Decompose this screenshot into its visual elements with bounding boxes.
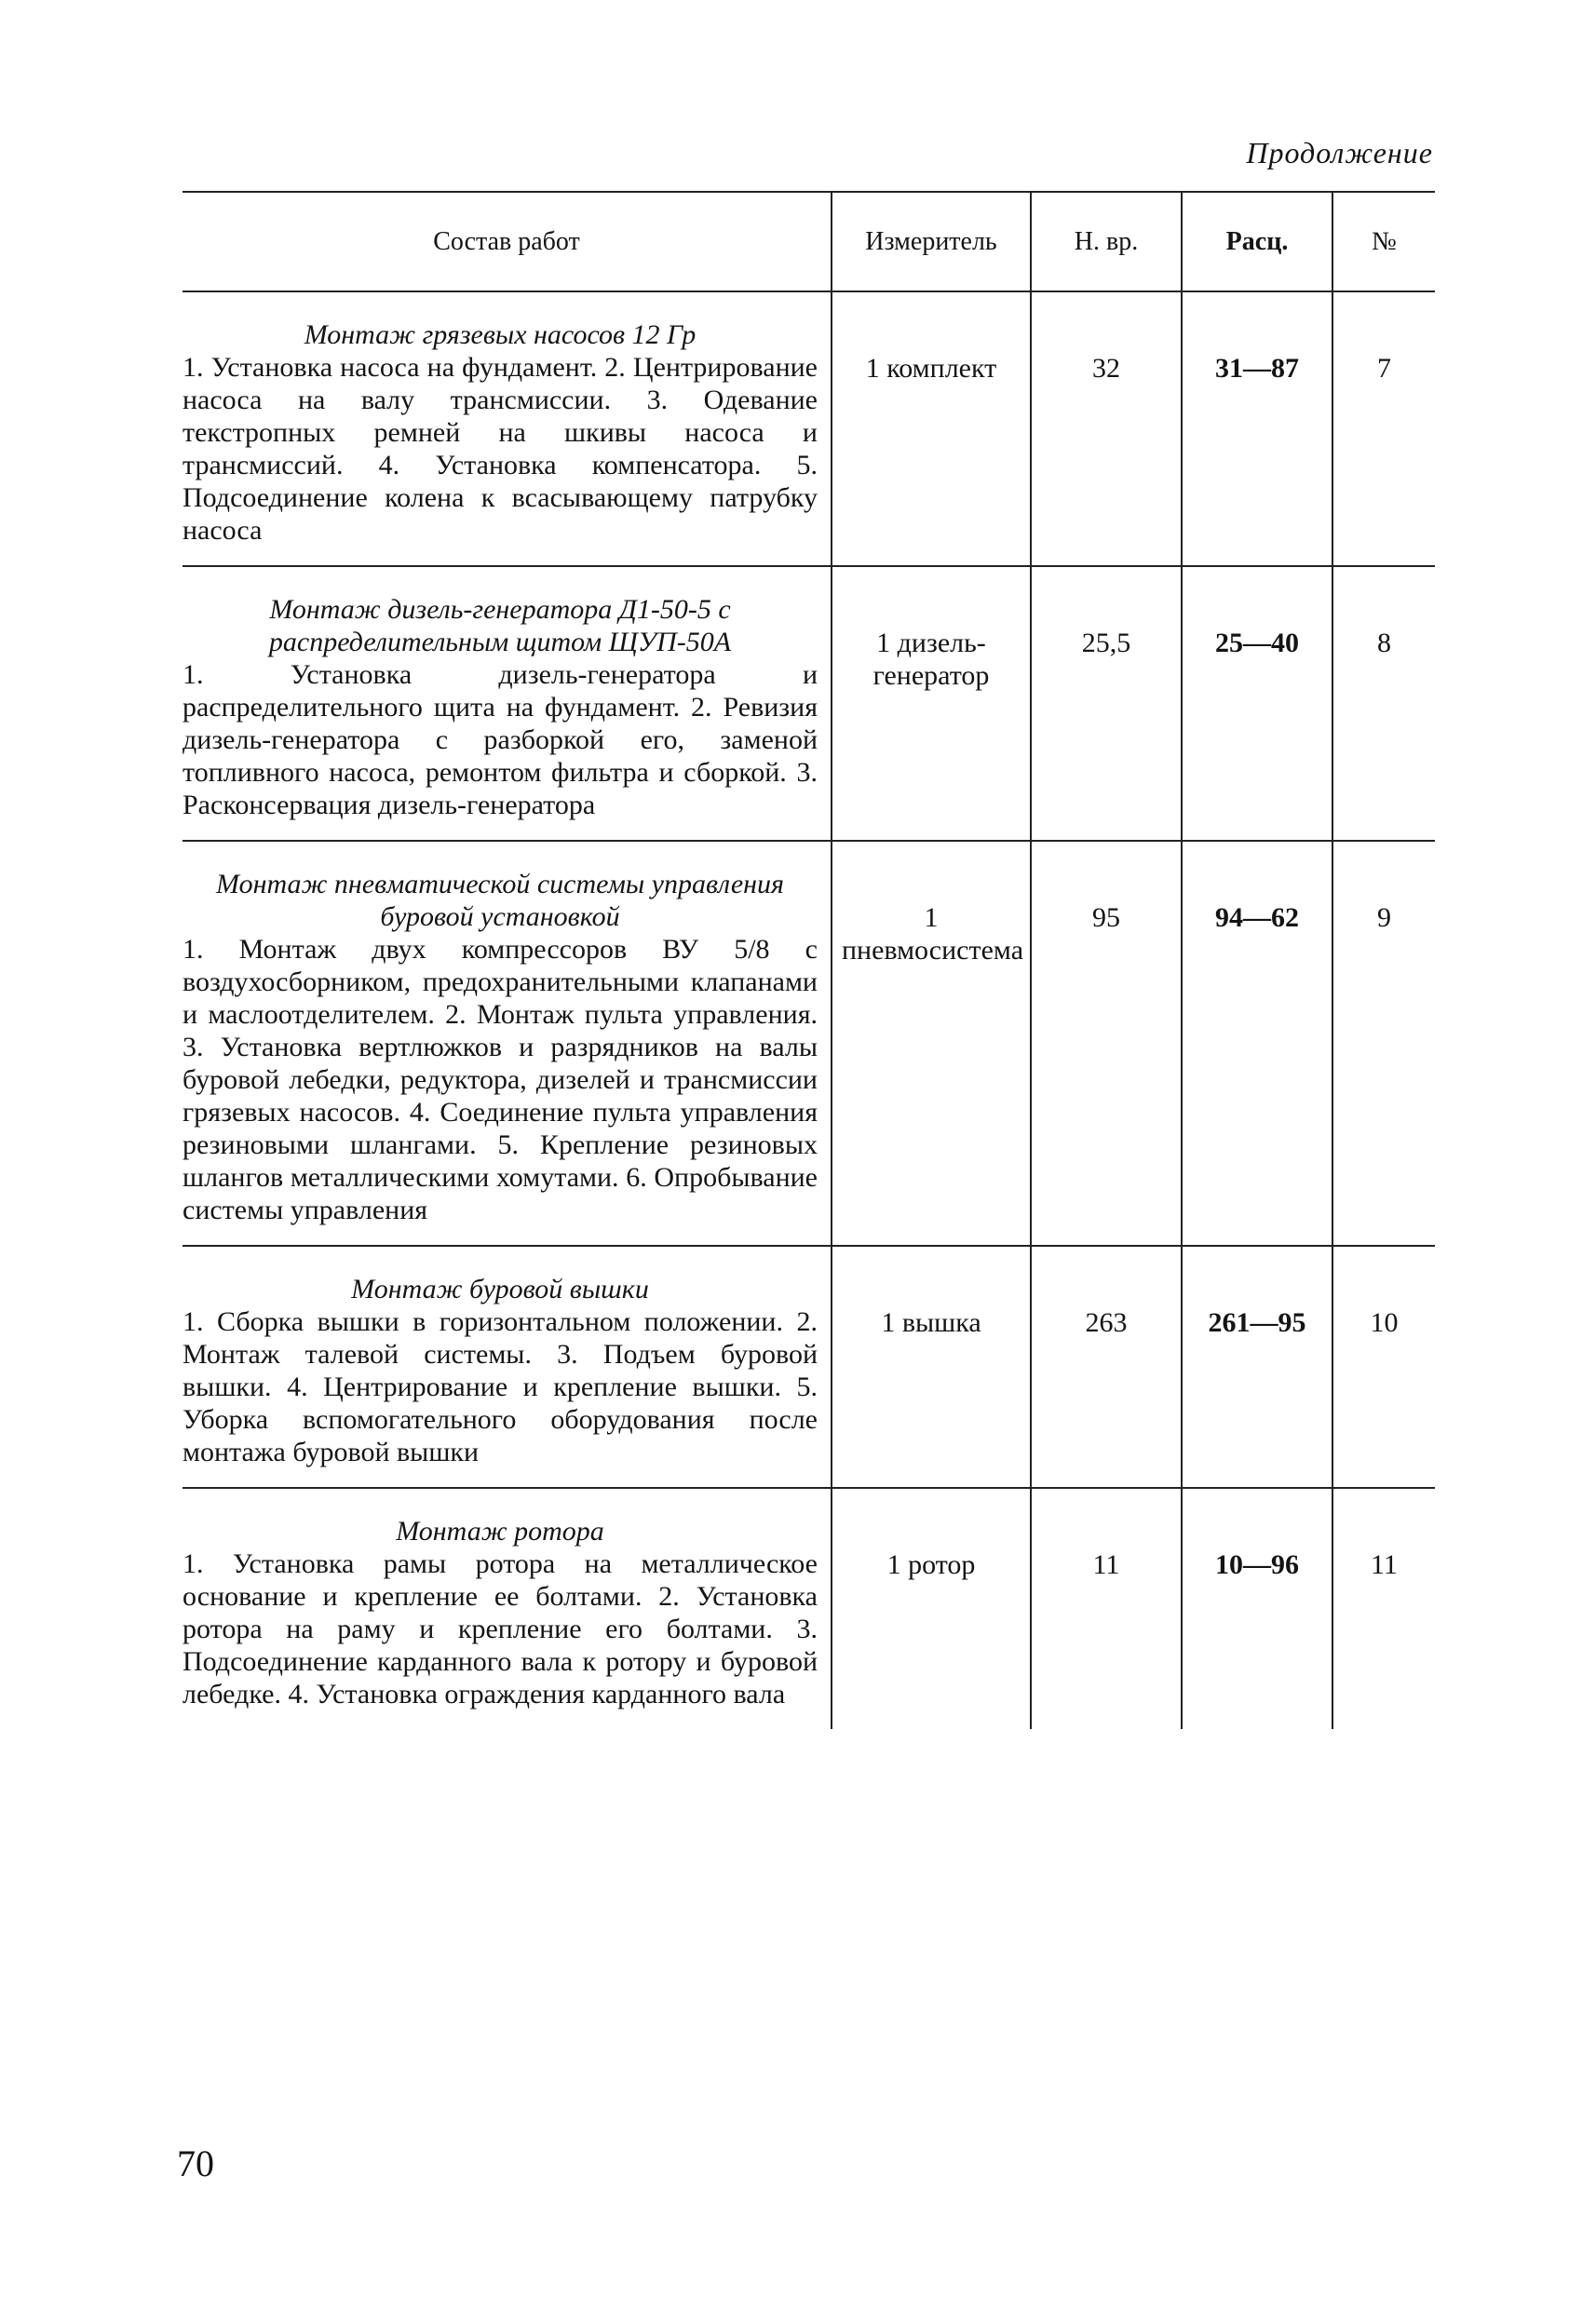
- work-cell: [183, 1246, 832, 1488]
- work-title: Монтаж дизель-генератора Д1-50-5 с распределительным щитом ЩУП-50А: [268, 594, 732, 657]
- work-title: Монтаж пневматической системы управления буровой установкой: [216, 869, 784, 932]
- continuation-label: Продолжение: [1246, 136, 1433, 169]
- number-cell: 11: [1332, 1488, 1435, 1729]
- hours-cell: 263: [1031, 1246, 1182, 1488]
- unit-cell: 1 комплект: [832, 291, 1031, 566]
- number-cell: 8: [1332, 566, 1435, 841]
- table-row: [183, 1488, 1435, 1729]
- hours-cell: 25,5: [1031, 566, 1182, 841]
- work-description: 1. Сборка вышки в горизонтальном положении. 2. Монтаж талевой системы. 3. Подъем буровой вышки. 4. Центрирование и крепление вышки. 5. Уборка вспомогательного оборудования после монтажа буровой вышки: [183, 1306, 818, 1467]
- number-cell: 10: [1332, 1246, 1435, 1488]
- work-norms-table: [183, 191, 1435, 1729]
- number-cell: 9: [1332, 841, 1435, 1246]
- header-unit: Измеритель: [832, 192, 1031, 291]
- work-cell: [183, 841, 832, 1246]
- header-hours: Н. вр.: [1031, 192, 1182, 291]
- work-cell: [183, 1488, 832, 1729]
- rate-cell: 31—87: [1182, 291, 1332, 566]
- rate-cell: 261—95: [1182, 1246, 1332, 1488]
- table-row: [183, 291, 1435, 566]
- hours-cell: 32: [1031, 291, 1182, 566]
- work-description: 1. Установка дизель-генератора и распределительного щита на фундамент. 2. Ревизия дизель-генератора с разборкой его, заменой топливного насоса, ремонтом фильтра и сборкой. 3. Расконсервация дизель-генератора: [183, 659, 818, 820]
- work-title: Монтаж ротора: [396, 1516, 604, 1547]
- unit-cell: 1 дизель-генератор: [832, 566, 1031, 841]
- rate-cell: 10—96: [1182, 1488, 1332, 1729]
- work-title: Монтаж буровой вышки: [351, 1274, 649, 1304]
- page-number: 70: [177, 2142, 214, 2184]
- work-description: 1. Монтаж двух компрессоров ВУ 5/8 с воздухосборником, предохранительными клапанами и маслоотделителем. 2. Монтаж пульта управления. 3. Установка вертлюжков и разрядников на валы буровой лебедки, редуктора, дизелей и трансмиссии грязевых насосов. 4. Соединение пульта управления резиновыми шлангами. 5. Крепление резиновых шлангов металлическими хомутами. 6. Опробывание системы управления: [183, 934, 818, 1225]
- hours-cell: 11: [1031, 1488, 1182, 1729]
- unit-cell: 1 вышка: [832, 1246, 1031, 1488]
- work-cell: [183, 291, 832, 566]
- header-num: №: [1332, 192, 1435, 291]
- rate-cell: 25—40: [1182, 566, 1332, 841]
- work-title: Монтаж грязевых насосов 12 Гр: [304, 319, 697, 350]
- table-header-row: [183, 192, 1435, 291]
- work-description: 1. Установка насоса на фундамент. 2. Центрирование насоса на валу трансмиссии. 3. Одевание текстропных ремней на шкивы насоса и трансмиссий. 4. Установка компенсатора. 5. Подсоединение колена к всасывающему патрубку насоса: [183, 352, 818, 546]
- work-description: 1. Установка рамы ротора на металлическое основание и крепление ее болтами. 2. Установка ротора на раму и крепление его болтами. 3. Подсоединение карданного вала к ротору и буровой лебедке. 4. Установка ограждения карданного вала: [183, 1548, 818, 1710]
- rate-cell: 94—62: [1182, 841, 1332, 1246]
- hours-cell: 95: [1031, 841, 1182, 1246]
- header-work: Состав работ: [183, 192, 832, 291]
- number-cell: 7: [1332, 291, 1435, 566]
- table-row: [183, 566, 1435, 841]
- header-rate: Расц.: [1182, 192, 1332, 291]
- unit-cell: 1 ротор: [832, 1488, 1031, 1729]
- unit-cell: 1 пневмосистема: [832, 841, 1031, 1246]
- work-cell: [183, 566, 832, 841]
- table-row: [183, 841, 1435, 1246]
- table-row: [183, 1246, 1435, 1488]
